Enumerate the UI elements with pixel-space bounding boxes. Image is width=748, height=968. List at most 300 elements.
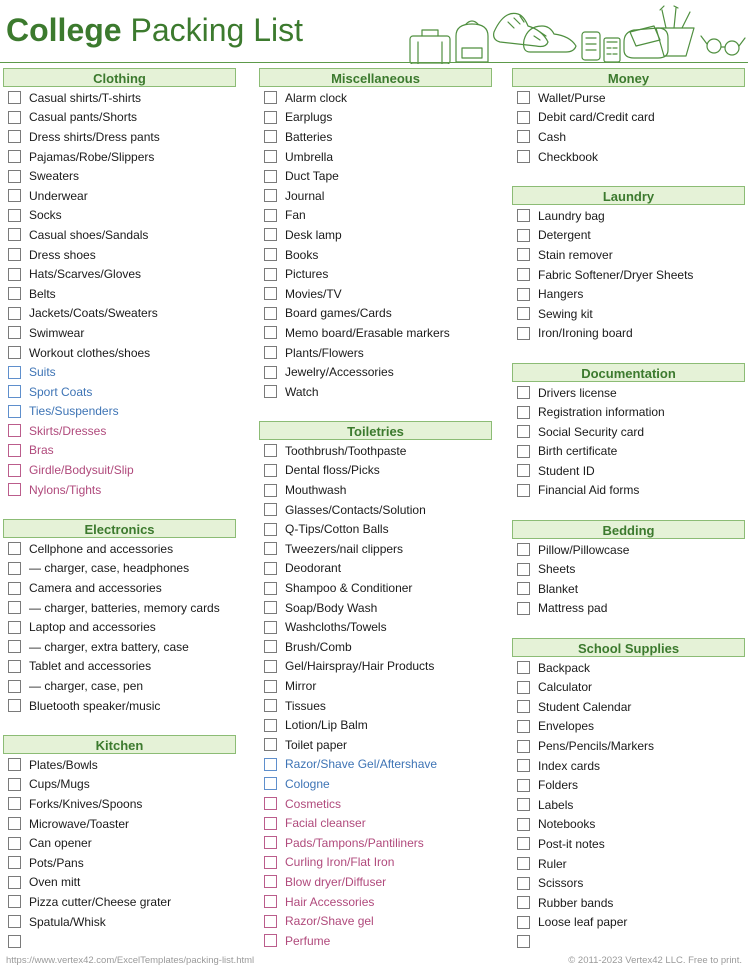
checkbox[interactable] [8, 542, 21, 555]
checklist-item [259, 186, 492, 206]
checkbox[interactable] [264, 817, 277, 830]
checkbox[interactable] [8, 170, 21, 183]
checkbox[interactable] [8, 91, 21, 104]
checkbox[interactable] [8, 111, 21, 124]
checklist-item [3, 186, 236, 206]
checkbox[interactable] [264, 758, 277, 771]
checkbox[interactable] [8, 680, 21, 693]
spacer [3, 715, 236, 735]
checklist-item [3, 912, 236, 932]
checkbox[interactable] [264, 601, 277, 614]
checklist-item [259, 323, 492, 343]
checklist-item-label: Casual shoes/Sandals [29, 227, 149, 242]
checklist-item-label: Hair Accessories [285, 894, 375, 909]
checkbox[interactable] [517, 720, 530, 733]
checklist-item-label: Oven mitt [29, 875, 81, 890]
checklist-item [259, 931, 492, 951]
checklist-item-label: Casual shirts/T-shirts [29, 90, 142, 105]
checklist-item-label: Microwave/Toaster [29, 816, 130, 831]
checklist-item-label: Pizza cutter/Cheese grater [29, 894, 172, 909]
section-header: Bedding [512, 520, 745, 539]
checklist-item [3, 441, 236, 461]
section-laundry [512, 186, 745, 343]
checklist-item [512, 579, 745, 599]
checklist-item-label: Birth certificate [538, 444, 618, 459]
checkbox[interactable] [264, 484, 277, 497]
checklist-item [512, 226, 745, 246]
checklist-item [3, 539, 236, 559]
checkbox[interactable] [517, 759, 530, 772]
checklist-item [3, 225, 236, 245]
checklist-item-label: Detergent [538, 228, 591, 243]
checkbox[interactable] [264, 542, 277, 555]
checklist-item-label: Spatula/Whisk [29, 914, 106, 929]
checklist-item [259, 755, 492, 775]
checkbox[interactable] [517, 779, 530, 792]
checkbox[interactable] [517, 700, 530, 713]
header-divider [0, 62, 748, 63]
checkbox[interactable] [517, 681, 530, 694]
checklist-item-label: Cosmetics [285, 796, 342, 811]
checkbox[interactable] [8, 876, 21, 889]
checklist-item [3, 245, 236, 265]
checklist-item-label: Notebooks [538, 817, 596, 832]
checkbox[interactable] [264, 385, 277, 398]
checkbox[interactable] [517, 248, 530, 261]
checklist-item-label: Loose leaf paper [538, 915, 628, 930]
checkbox[interactable] [8, 287, 21, 300]
checkbox[interactable] [517, 386, 530, 399]
checklist-item-label: Plants/Flowers [285, 345, 364, 360]
checklist-item-label: Swimwear [29, 325, 85, 340]
checklist-item-label: Hats/Scarves/Gloves [29, 267, 142, 282]
checklist-item [512, 854, 745, 874]
checklist-item-label: Labels [538, 797, 574, 812]
checklist-item-label: Alarm clock [285, 90, 348, 105]
checkbox[interactable] [8, 915, 21, 928]
checklist-item [3, 362, 236, 382]
checkbox[interactable] [264, 209, 277, 222]
checkbox[interactable] [517, 268, 530, 281]
checklist-item-label: Jackets/Coats/Sweaters [29, 306, 158, 321]
checklist-item-label: Duct Tape [285, 169, 339, 184]
checklist-item-label: Movies/TV [285, 286, 342, 301]
checklist-item-label: Forks/Knives/Spoons [29, 796, 143, 811]
checklist-item [3, 421, 236, 441]
checkbox[interactable] [517, 582, 530, 595]
checkbox[interactable] [264, 640, 277, 653]
checklist-item [512, 873, 745, 893]
checklist-item [3, 794, 236, 814]
checkbox[interactable] [8, 797, 21, 810]
checklist-item [259, 480, 492, 500]
checkbox[interactable] [8, 483, 21, 496]
checklist-item [512, 383, 745, 403]
checklist-item-label: Soap/Body Wash [285, 600, 378, 615]
checkbox[interactable] [517, 563, 530, 576]
checkbox[interactable] [8, 758, 21, 771]
footer-copyright: © 2011-2023 Vertex42 LLC. Free to print. [568, 955, 742, 966]
checklist-item-label: Rubber bands [538, 895, 614, 910]
checkbox[interactable] [264, 307, 277, 320]
section-header: School Supplies [512, 638, 745, 657]
checklist-item-label: Socks [29, 208, 62, 223]
checkbox[interactable] [264, 699, 277, 712]
checklist-item [259, 911, 492, 931]
checkbox[interactable] [264, 111, 277, 124]
spacer [3, 499, 236, 519]
checkbox[interactable] [8, 346, 21, 359]
checklist-item [512, 265, 745, 285]
checklist-item [259, 500, 492, 520]
column-middle [259, 68, 492, 951]
checklist-item-label: Deodorant [285, 561, 342, 576]
checklist-item-label: Pictures [285, 267, 329, 282]
checkbox[interactable] [8, 778, 21, 791]
checkbox[interactable] [517, 818, 530, 831]
checklist-item [512, 913, 745, 933]
checkbox[interactable] [517, 661, 530, 674]
checklist-item-label: Social Security card [538, 424, 645, 439]
checklist-item-label: Laundry bag [538, 208, 605, 223]
checkbox[interactable] [264, 150, 277, 163]
checkbox[interactable] [264, 582, 277, 595]
checklist-item [259, 794, 492, 814]
page-title [6, 10, 303, 50]
checklist-item [259, 735, 492, 755]
checklist-item [259, 147, 492, 167]
checklist-item-label: Folders [538, 778, 579, 793]
checklist-item-label: Glasses/Contacts/Solution [285, 502, 426, 517]
checkbox[interactable] [8, 366, 21, 379]
section-header: Documentation [512, 363, 745, 382]
section-money [512, 68, 745, 166]
checklist-item-label: Underwear [29, 188, 88, 203]
checkbox[interactable] [8, 307, 21, 320]
checklist-item [512, 127, 745, 147]
checkbox[interactable] [8, 130, 21, 143]
checklist-item-label: Curling Iron/Flat Iron [285, 855, 395, 870]
checklist-item-label: Ties/Suspenders [29, 404, 119, 419]
checklist-item-label: Board games/Cards [285, 306, 392, 321]
checklist-item [3, 931, 236, 951]
checklist-item [3, 853, 236, 873]
checkbox[interactable] [517, 798, 530, 811]
checkbox[interactable] [517, 307, 530, 320]
checkbox[interactable] [8, 385, 21, 398]
checklist-item-label: Sewing kit [538, 306, 593, 321]
checklist-item [512, 697, 745, 717]
checklist-item [259, 362, 492, 382]
checkbox[interactable] [264, 170, 277, 183]
checkbox[interactable] [264, 464, 277, 477]
checkbox[interactable] [264, 875, 277, 888]
checkbox[interactable] [517, 464, 530, 477]
checklist-item [3, 480, 236, 500]
checkbox[interactable] [8, 582, 21, 595]
backpack-icon [456, 21, 488, 62]
checklist-item-label: Brush/Comb [285, 639, 352, 654]
checklist-item-label: Post-it notes [538, 836, 605, 851]
checklist-item-label: Mattress pad [538, 601, 608, 616]
checkbox[interactable] [264, 228, 277, 241]
checklist-item [259, 853, 492, 873]
checklist-item [512, 559, 745, 579]
checkbox[interactable] [517, 406, 530, 419]
checklist-item [259, 676, 492, 696]
checkbox[interactable] [517, 288, 530, 301]
checkbox[interactable] [8, 817, 21, 830]
checkbox[interactable] [8, 326, 21, 339]
checkbox[interactable] [8, 562, 21, 575]
checkbox[interactable] [517, 484, 530, 497]
checklist-item [3, 127, 236, 147]
checklist-item-label: Blow dryer/Diffuser [285, 874, 387, 889]
checkbox[interactable] [517, 896, 530, 909]
section-header: Electronics [3, 519, 236, 538]
checklist-item-label: Toilet paper [285, 737, 348, 752]
section-bedding [512, 520, 745, 618]
checklist-item [259, 657, 492, 677]
checklist-item [259, 127, 492, 147]
checklist-item-label: Memo board/Erasable markers [285, 325, 450, 340]
checklist-item [259, 696, 492, 716]
checklist-item [259, 774, 492, 794]
phone-icon [582, 32, 600, 60]
checkbox[interactable] [8, 228, 21, 241]
checklist-item [259, 108, 492, 128]
checklist-item [259, 813, 492, 833]
checklist-item-label: Fabric Softener/Dryer Sheets [538, 267, 694, 282]
checklist-item-label: Desk lamp [285, 227, 342, 242]
checkbox[interactable] [517, 857, 530, 870]
college-items-illustration [404, 2, 748, 64]
checklist-item-label: Earplugs [285, 110, 333, 125]
checklist-item [3, 343, 236, 363]
checkbox[interactable] [8, 248, 21, 261]
checkbox[interactable] [8, 209, 21, 222]
checkbox[interactable] [517, 543, 530, 556]
checklist-item-label: Blanket [538, 581, 579, 596]
section-electronics [3, 519, 236, 715]
checkbox[interactable] [517, 445, 530, 458]
checklist-item [512, 775, 745, 795]
checklist-item [512, 717, 745, 737]
checklist-item [3, 833, 236, 853]
checklist-item [3, 108, 236, 128]
checklist-item [3, 578, 236, 598]
checklist-item-label: Suits [29, 365, 56, 380]
checkbox[interactable] [517, 877, 530, 890]
checklist-item [512, 206, 745, 226]
checklist-item-label: Mouthwash [285, 483, 347, 498]
checklist-item [3, 323, 236, 343]
checkbox[interactable] [8, 444, 21, 457]
checklist-item-label: Belts [29, 286, 56, 301]
checklist-item-label: Checkbook [538, 149, 599, 164]
checkbox[interactable] [8, 895, 21, 908]
checklist-item-label: Journal [285, 188, 325, 203]
checkbox[interactable] [8, 621, 21, 634]
page-title-rest: Packing List [130, 12, 303, 48]
checkbox[interactable] [264, 719, 277, 732]
checkbox[interactable] [264, 130, 277, 143]
calculator-icon [604, 38, 620, 62]
checkbox[interactable] [264, 797, 277, 810]
checkbox[interactable] [264, 503, 277, 516]
checkbox[interactable] [8, 268, 21, 281]
checkbox[interactable] [264, 523, 277, 536]
checklist-item-label: Dress shirts/Dress pants [29, 129, 160, 144]
checkbox[interactable] [517, 327, 530, 340]
checkbox[interactable] [8, 405, 21, 418]
checklist-item [3, 617, 236, 637]
checkbox[interactable] [8, 601, 21, 614]
checkbox[interactable] [8, 660, 21, 673]
checkbox[interactable] [517, 111, 530, 124]
checkbox[interactable] [8, 935, 21, 948]
checkbox[interactable] [264, 444, 277, 457]
column-right [512, 68, 745, 952]
checklist-item [3, 264, 236, 284]
checkbox[interactable] [517, 935, 530, 948]
checklist-item-label: Debit card/Credit card [538, 110, 655, 125]
checkbox[interactable] [264, 777, 277, 790]
checklist-item [259, 559, 492, 579]
checklist-item-label: Cologne [285, 776, 330, 791]
checkbox[interactable] [8, 640, 21, 653]
checkbox[interactable] [517, 150, 530, 163]
checklist-item-label: Books [285, 247, 319, 262]
checklist-item-label: Ruler [538, 856, 567, 871]
checklist-item-label: Iron/Ironing board [538, 326, 633, 341]
checkbox[interactable] [264, 660, 277, 673]
checklist-item [259, 225, 492, 245]
checklist-item-label: Pajamas/Robe/Slippers [29, 149, 155, 164]
checkbox[interactable] [517, 229, 530, 242]
checklist-item [3, 676, 236, 696]
checklist-item [512, 245, 745, 265]
checkbox[interactable] [264, 366, 277, 379]
checklist-item [3, 284, 236, 304]
checkbox[interactable] [264, 91, 277, 104]
checkbox[interactable] [517, 837, 530, 850]
checklist-item [3, 598, 236, 618]
checkbox[interactable] [8, 837, 21, 850]
glasses-icon [701, 36, 745, 55]
checkbox[interactable] [264, 287, 277, 300]
checklist-item [512, 795, 745, 815]
checklist-item [512, 88, 745, 108]
section-kitchen [3, 735, 236, 951]
checklist-item [259, 578, 492, 598]
checklist-item [259, 382, 492, 402]
checklist-item-label: Camera and accessories [29, 581, 162, 596]
checklist-item [3, 402, 236, 422]
section-header: Miscellaneous [259, 68, 492, 87]
checkbox[interactable] [264, 856, 277, 869]
checklist-item-label: — charger, case, headphones [29, 561, 190, 576]
checklist-item [512, 422, 745, 442]
section-header: Toiletries [259, 421, 492, 440]
checkbox[interactable] [264, 248, 277, 261]
checklist-item-label: Dress shoes [29, 247, 96, 262]
checklist-item-label: Toothbrush/Toothpaste [285, 443, 407, 458]
checklist-item-label: Drivers license [538, 385, 617, 400]
checklist-item [512, 324, 745, 344]
checkbox[interactable] [517, 130, 530, 143]
checkbox[interactable] [8, 856, 21, 869]
checklist-item [3, 892, 236, 912]
checklist-item [512, 815, 745, 835]
checklist-item [3, 814, 236, 834]
checklist-item [259, 833, 492, 853]
checkbox[interactable] [264, 836, 277, 849]
section-header: Kitchen [3, 735, 236, 754]
spacer [259, 402, 492, 422]
checklist-item [3, 304, 236, 324]
checklist-item-label: Jewelry/Accessories [285, 365, 394, 380]
checklist-item [512, 893, 745, 913]
checkbox[interactable] [264, 934, 277, 947]
checkbox[interactable] [8, 424, 21, 437]
checklist-item [3, 657, 236, 677]
checklist-item-label: Facial cleanser [285, 816, 366, 831]
checkbox[interactable] [517, 209, 530, 222]
checklist-item [3, 166, 236, 186]
checklist-item [3, 696, 236, 716]
checkbox[interactable] [264, 915, 277, 928]
checklist-item [259, 343, 492, 363]
checkbox[interactable] [517, 916, 530, 929]
checklist-item [3, 755, 236, 775]
checkbox[interactable] [264, 680, 277, 693]
checkbox[interactable] [8, 189, 21, 202]
checkbox[interactable] [8, 150, 21, 163]
checkbox[interactable] [264, 189, 277, 202]
checklist-item [259, 206, 492, 226]
checkbox[interactable] [264, 268, 277, 281]
checklist-item [512, 284, 745, 304]
checkbox[interactable] [8, 699, 21, 712]
checkbox[interactable] [264, 326, 277, 339]
section-header: Laundry [512, 186, 745, 205]
checklist-item-label: Shampoo & Conditioner [285, 581, 413, 596]
checkbox[interactable] [264, 895, 277, 908]
checkbox[interactable] [517, 740, 530, 753]
section-header: Clothing [3, 68, 236, 87]
checkbox[interactable] [264, 346, 277, 359]
checklist-item [512, 442, 745, 462]
checkbox[interactable] [264, 621, 277, 634]
checklist-item [3, 382, 236, 402]
checklist-item [259, 519, 492, 539]
checklist-item-label: Cellphone and accessories [29, 541, 174, 556]
checklist-item-label: Dental floss/Picks [285, 463, 380, 478]
checklist-item-label: Batteries [285, 129, 333, 144]
checkbox[interactable] [264, 738, 277, 751]
section-header: Money [512, 68, 745, 87]
checklist-item-label: Tablet and accessories [29, 659, 152, 674]
checkbox[interactable] [517, 425, 530, 438]
checkbox[interactable] [8, 464, 21, 477]
section-clothing [3, 68, 236, 499]
checkbox[interactable] [517, 91, 530, 104]
checkbox[interactable] [517, 602, 530, 615]
checklist-item-label: Nylons/Tights [29, 482, 102, 497]
checkbox[interactable] [264, 562, 277, 575]
checklist-item-label: Umbrella [285, 149, 334, 164]
